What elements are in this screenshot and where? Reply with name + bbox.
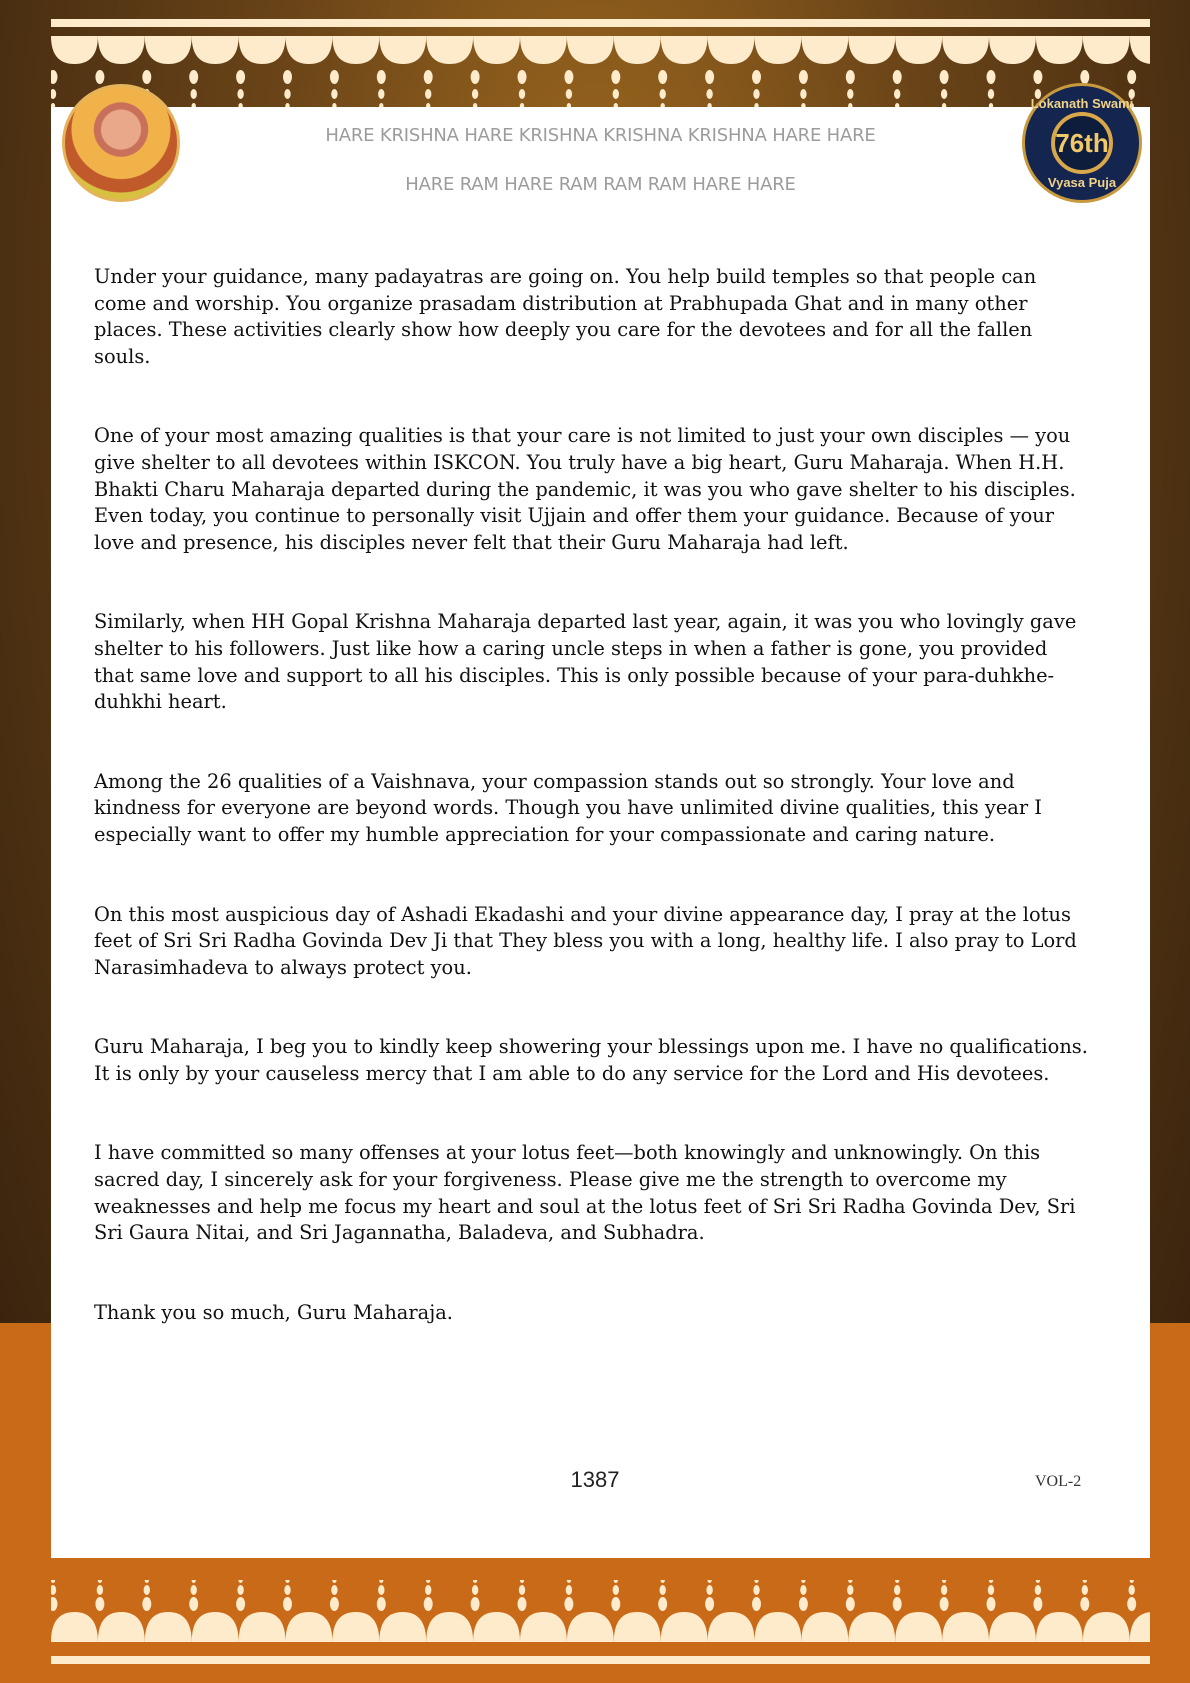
decoration-shape xyxy=(894,1585,900,1595)
decoration-shape xyxy=(237,89,243,99)
vyasa-puja-badge-logo xyxy=(1022,83,1142,203)
decoration-shape xyxy=(1083,36,1130,64)
decoration-shape xyxy=(426,1580,430,1583)
decoration-shape xyxy=(425,1585,431,1595)
decoration-shape xyxy=(658,1597,667,1611)
decoration-shape xyxy=(614,1580,618,1583)
decoration-shape xyxy=(706,1585,712,1595)
decoration-shape xyxy=(145,1580,149,1583)
decoration-shape xyxy=(614,1612,661,1642)
decoration-shape xyxy=(567,1580,571,1583)
decoration-shape xyxy=(473,36,520,64)
decoration-shape xyxy=(660,89,666,99)
decoration-shape xyxy=(611,1597,620,1611)
decoration-shape xyxy=(332,1612,379,1642)
decoration-shape xyxy=(473,1580,477,1583)
paragraph: Guru Maharaja, I beg you to kindly keep showering your blessings upon me. I have no qualifications. It is only by your causeless mercy that I am able to do any service for the Lord and His devotees. xyxy=(94,1035,1088,1085)
decoration-shape xyxy=(705,1597,714,1611)
paragraph: I have committed so many offenses at your lotus feet—both knowingly and unknowingly. On this sacred day, I sincerely ask for your forgiveness. Please give me the strength to overcome my weaknesses and help me focus my heart and soul at the lotus feet of Sri Sri Radha Govinda Dev, Sri Sri Gaura Nitai, and Sri Jagannatha, Baladeva, and Subhadra. xyxy=(94,1141,1076,1245)
decoration-shape xyxy=(1082,1585,1088,1595)
decoration-shape xyxy=(1130,1580,1134,1583)
decoration-shape xyxy=(567,36,614,64)
decoration-shape xyxy=(1083,1580,1087,1583)
badge-top-text: Lokanath Swami xyxy=(1030,96,1134,111)
decoration-shape xyxy=(848,1580,852,1583)
decoration-shape xyxy=(800,89,806,99)
decoration-shape xyxy=(144,1585,150,1595)
decoration-shape xyxy=(378,1585,384,1595)
bottom-scallop-decoration xyxy=(51,1580,1150,1650)
decoration-shape xyxy=(51,70,58,84)
decoration-shape xyxy=(661,1580,665,1583)
decoration-shape xyxy=(661,36,708,64)
decoration-shape xyxy=(614,36,661,64)
decoration-shape xyxy=(755,36,802,64)
decoration-shape xyxy=(424,70,433,84)
paragraph: Similarly, when HH Gopal Krishna Maharaja departed last year, again, it was you who lovingly gave shelter to his followers. Just like how a caring uncle steps in when a father is gone, you provided that same love and support to all his disciples. This is only possible because of your para-duhkhe-duhkhi heart. xyxy=(94,610,1077,714)
decoration-shape xyxy=(752,70,761,84)
decoration-shape xyxy=(753,1585,759,1595)
decoration-shape xyxy=(941,1585,947,1595)
decoration-shape xyxy=(752,1597,761,1611)
decoration-shape xyxy=(519,89,525,99)
decoration-shape xyxy=(942,36,989,64)
decoration-shape xyxy=(1036,36,1083,64)
decoration-shape xyxy=(98,36,145,64)
decoration-shape xyxy=(331,89,337,99)
decoration-shape xyxy=(142,70,151,84)
decoration-shape xyxy=(51,1580,55,1583)
decoration-shape xyxy=(284,89,290,99)
decoration-shape xyxy=(192,1580,196,1583)
decoration-shape xyxy=(1130,36,1150,64)
decoration-shape xyxy=(473,1612,520,1642)
decoration-shape xyxy=(330,70,339,84)
decoration-shape xyxy=(564,70,573,84)
decoration-shape xyxy=(330,1597,339,1611)
decoration-shape xyxy=(940,1597,949,1611)
decoration-shape xyxy=(236,70,245,84)
decoration-shape xyxy=(520,1580,524,1583)
volume-label: VOL-2 xyxy=(1035,1473,1082,1490)
decoration-shape xyxy=(51,1597,58,1611)
decoration-shape xyxy=(801,1580,805,1583)
decoration-shape xyxy=(940,70,949,84)
decoration-shape xyxy=(893,1597,902,1611)
decoration-shape xyxy=(284,1585,290,1595)
decoration-shape xyxy=(988,89,994,99)
decoration-shape xyxy=(799,70,808,84)
paragraph: Thank you so much, Guru Maharaja. xyxy=(94,1300,453,1324)
decoration-shape xyxy=(611,70,620,84)
decoration-shape xyxy=(98,1580,102,1583)
paragraph: One of your most amazing qualities is that your care is not limited to just your own disciples — you give shelter to all devotees within ISKCON. You truly have a big heart, Guru Maharaja. When H.H. Bhakti Charu Maharaja departed during the pandemic, it was you who gave shelter to his disciples. Even today, you continue to personally visit Ujjain and offer them your guidance. Because of your love and presence, his disciples never felt that their Guru Maharaja had left. xyxy=(94,424,1076,554)
decoration-shape xyxy=(95,1597,104,1611)
decoration-shape xyxy=(51,1612,98,1642)
decoration-shape xyxy=(424,1597,433,1611)
decoration-shape xyxy=(661,1612,708,1642)
decoration-shape xyxy=(1033,70,1042,84)
decoration-shape xyxy=(1127,1597,1136,1611)
decoration-shape xyxy=(145,36,192,64)
decoration-shape xyxy=(377,1597,386,1611)
decoration-shape xyxy=(566,89,572,99)
decoration-shape xyxy=(1035,1585,1041,1595)
decoration-shape xyxy=(426,1612,473,1642)
decoration-shape xyxy=(1129,1585,1135,1595)
bottom-border-bar xyxy=(51,1656,1150,1664)
decoration-shape xyxy=(799,1597,808,1611)
decoration-shape xyxy=(236,1597,245,1611)
decoration-shape xyxy=(941,89,947,99)
decoration-shape xyxy=(988,1585,994,1595)
decoration-shape xyxy=(706,89,712,99)
decoration-shape xyxy=(379,36,426,64)
decoration-shape xyxy=(283,70,292,84)
decoration-shape xyxy=(145,1612,192,1642)
decoration-shape xyxy=(378,89,384,99)
paragraph: On this most auspicious day of Ashadi Ekadashi and your divine appearance day, I pray at the lotus feet of Sri Sri Radha Govinda Dev Ji that They bless you with a long, healthy life. I also pray to Lord Narasimhadeva to always protect you. xyxy=(94,902,1077,979)
decoration-shape xyxy=(613,89,619,99)
badge-number: 76th xyxy=(1051,112,1113,174)
decoration-shape xyxy=(332,36,379,64)
decoration-shape xyxy=(708,1612,755,1642)
decoration-shape xyxy=(989,36,1036,64)
decoration-shape xyxy=(801,36,848,64)
decoration-shape xyxy=(518,1597,527,1611)
letter-body xyxy=(94,264,1090,1379)
decoration-shape xyxy=(425,89,431,99)
decoration-shape xyxy=(189,1597,198,1611)
decoration-shape xyxy=(518,70,527,84)
decoration-shape xyxy=(801,1612,848,1642)
decoration-shape xyxy=(895,1612,942,1642)
decoration-shape xyxy=(755,1612,802,1642)
decoration-shape xyxy=(613,1585,619,1595)
decoration-shape xyxy=(754,1580,758,1583)
decoration-shape xyxy=(1033,1597,1042,1611)
decoration-shape xyxy=(707,1580,711,1583)
decoration-shape xyxy=(800,1585,806,1595)
decoration-shape xyxy=(894,89,900,99)
decoration-shape xyxy=(192,36,239,64)
decoration-shape xyxy=(286,1612,333,1642)
decoration-shape xyxy=(191,89,197,99)
decoration-shape xyxy=(379,1580,383,1583)
decoration-shape xyxy=(566,1585,572,1595)
decoration-shape xyxy=(379,1612,426,1642)
decoration-shape xyxy=(377,70,386,84)
decoration-shape xyxy=(753,89,759,99)
decoration-shape xyxy=(847,89,853,99)
top-border-bar xyxy=(51,19,1150,27)
decoration-shape xyxy=(519,1585,525,1595)
paragraph: Under your guidance, many padayatras are going on. You help build temples so that people can come and worship. You organize prasadam distribution at Prabhupada Ghat and in many other places. These activities clearly show how deeply you care for the devotees and for all the fallen souls. xyxy=(94,265,1037,368)
decoration-shape xyxy=(472,1585,478,1595)
decoration-shape xyxy=(471,70,480,84)
decoration-shape xyxy=(192,1612,239,1642)
decoration-shape xyxy=(283,1597,292,1611)
decoration-shape xyxy=(286,36,333,64)
decoration-shape xyxy=(1036,1580,1040,1583)
decoration-shape xyxy=(846,70,855,84)
decoration-shape xyxy=(285,1580,289,1583)
guru-portrait-photo xyxy=(62,84,180,202)
decoration-shape xyxy=(942,1612,989,1642)
decoration-shape xyxy=(848,36,895,64)
decoration-shape xyxy=(705,70,714,84)
decoration-shape xyxy=(237,1585,243,1595)
decoration-shape xyxy=(332,1580,336,1583)
decoration-shape xyxy=(1036,1612,1083,1642)
decoration-shape xyxy=(1080,70,1089,84)
decoration-shape xyxy=(472,89,478,99)
decoration-shape xyxy=(51,36,98,64)
decoration-shape xyxy=(987,70,996,84)
decoration-shape xyxy=(97,1585,103,1595)
decoration-shape xyxy=(895,1580,899,1583)
decoration-shape xyxy=(893,70,902,84)
decoration-shape xyxy=(426,36,473,64)
decoration-shape xyxy=(142,1597,151,1611)
decoration-shape xyxy=(1083,1612,1130,1642)
decoration-shape xyxy=(847,1585,853,1595)
decoration-shape xyxy=(520,36,567,64)
decoration-shape xyxy=(564,1597,573,1611)
decoration-shape xyxy=(238,1580,242,1583)
decoration-shape xyxy=(987,1597,996,1611)
paragraph: Among the 26 qualities of a Vaishnava, your compassion stands out so strongly. Your love and kindness for everyone are beyond words. Though you have unlimited divine qualities, this year I especially want to offer my humble appreciation for your compassionate and caring nature. xyxy=(94,769,1042,846)
decoration-shape xyxy=(708,36,755,64)
decoration-shape xyxy=(660,1585,666,1595)
decoration-shape xyxy=(895,36,942,64)
page-number: 1387 xyxy=(570,1467,620,1492)
decoration-shape xyxy=(95,70,104,84)
badge-bottom-text: Vyasa Puja xyxy=(1047,175,1117,190)
decoration-shape xyxy=(658,70,667,84)
decoration-shape xyxy=(51,1585,56,1595)
decoration-shape xyxy=(98,1612,145,1642)
decoration-shape xyxy=(942,1580,946,1583)
decoration-shape xyxy=(846,1597,855,1611)
decoration-shape xyxy=(331,1585,337,1595)
mantra-line-2: HARE RAM HARE RAM RAM RAM HARE HARE xyxy=(405,174,796,195)
decoration-shape xyxy=(567,1612,614,1642)
decoration-shape xyxy=(239,36,286,64)
decoration-shape xyxy=(471,1597,480,1611)
decoration-shape xyxy=(239,1612,286,1642)
decoration-shape xyxy=(1130,1612,1150,1642)
decoration-shape xyxy=(1080,1597,1089,1611)
top-scallop-decoration xyxy=(51,36,1150,108)
decoration-shape xyxy=(989,1612,1036,1642)
decoration-shape xyxy=(1127,70,1136,84)
decoration-shape xyxy=(189,70,198,84)
mantra-line-1: HARE KRISHNA HARE KRISHNA KRISHNA KRISHNA HARE HARE xyxy=(325,125,876,146)
decoration-shape xyxy=(848,1612,895,1642)
decoration-shape xyxy=(191,1585,197,1595)
decoration-shape xyxy=(51,89,56,99)
decoration-shape xyxy=(520,1612,567,1642)
decoration-shape xyxy=(989,1580,993,1583)
